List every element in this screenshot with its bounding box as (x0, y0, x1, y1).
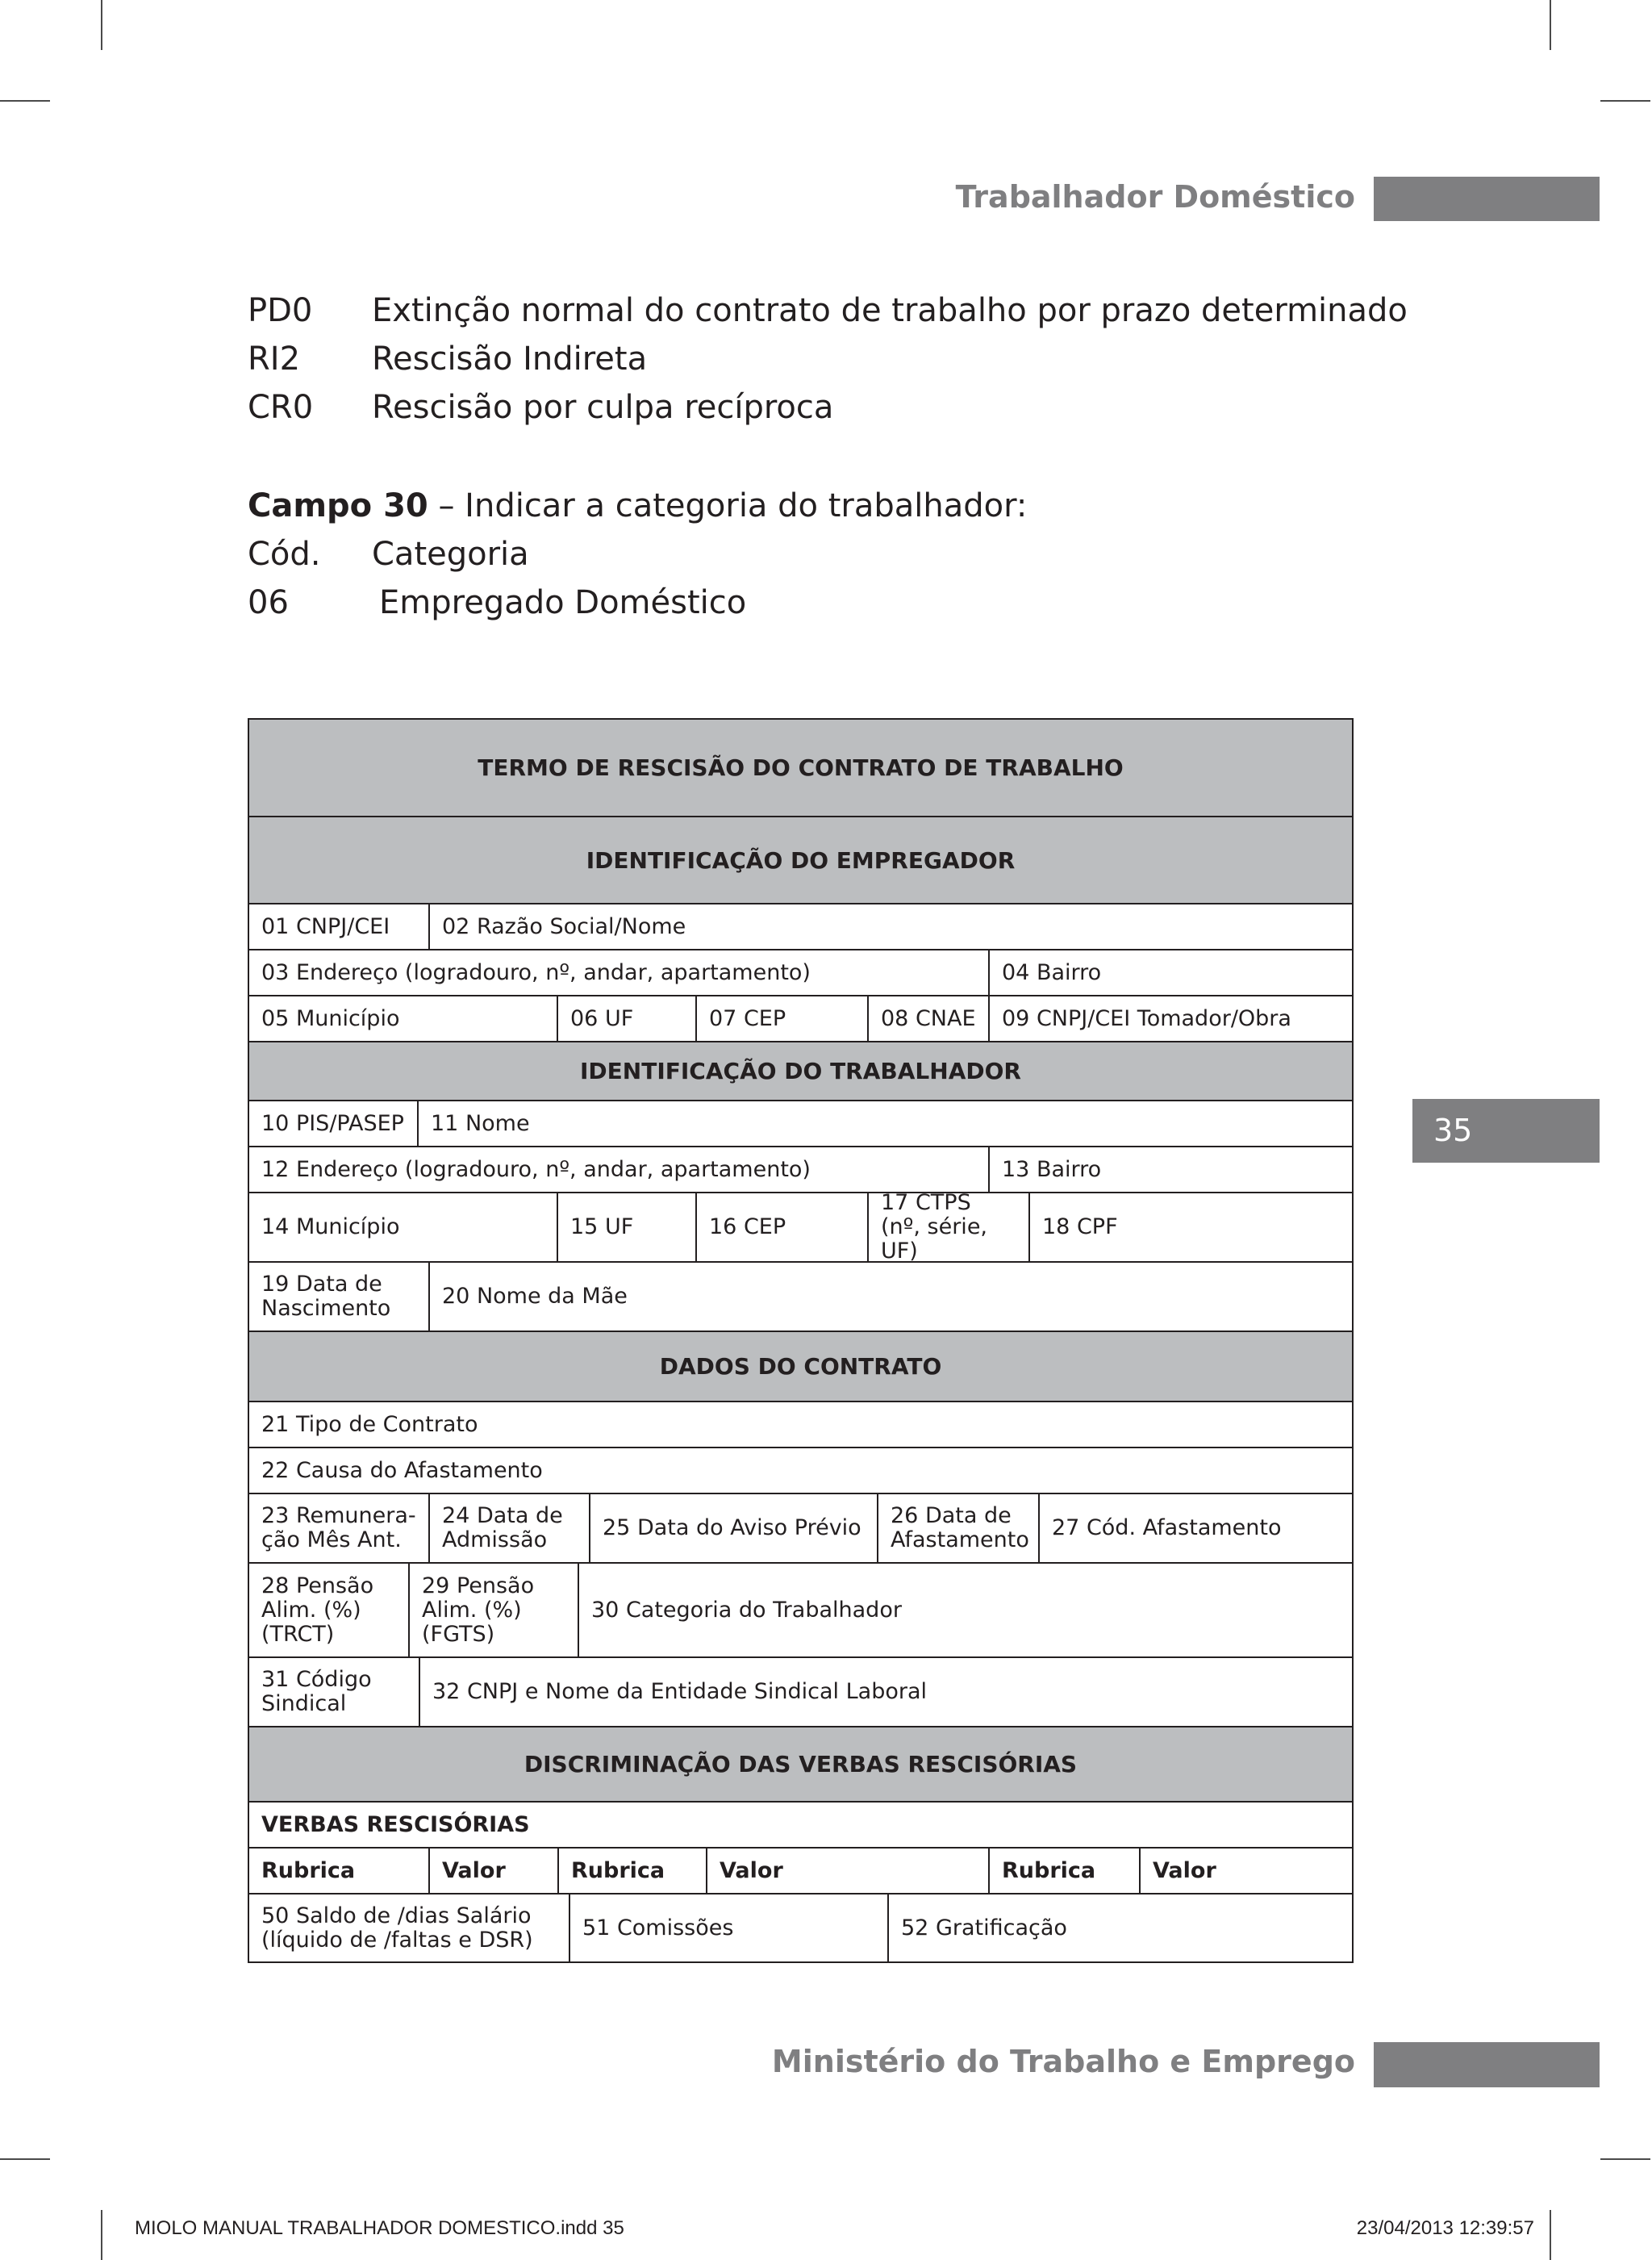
crop-mark (1550, 2210, 1551, 2260)
field-09: 09 CNPJ/CEI Tomador/Obra (988, 996, 1352, 1041)
running-header-bar (1374, 177, 1600, 221)
field-17: 17 CTPS (nº, série, UF) (867, 1193, 1028, 1261)
code-list (248, 286, 1408, 432)
form-row (249, 1261, 1352, 1331)
field-03: 03 Endereço (logradouro, nº, andar, apartamento) (261, 959, 811, 985)
field-18: 18 CPF (1028, 1193, 1352, 1261)
field-50: 50 Saldo de /dias Salário (líquido de /faltas e DSR) (261, 1903, 533, 1953)
form-row (249, 1146, 1352, 1192)
section-header-trabalhador (249, 1041, 1352, 1100)
section-title: IDENTIFICAÇÃO DO EMPREGADOR (586, 846, 1016, 874)
field-51: 51 Comissões (569, 1894, 887, 1961)
code-description: Extinção normal do contrato de trabalho por prazo determinado (372, 292, 1408, 329)
field-52: 52 Gratificação (887, 1894, 1352, 1961)
page-number-tab: 35 (1412, 1099, 1600, 1163)
rubrica-col: Rubrica (988, 1849, 1139, 1893)
valor-col: Valor (706, 1849, 988, 1893)
section-header-empregador (249, 816, 1352, 903)
trct-form (248, 718, 1354, 1963)
form-row (249, 1847, 1352, 1893)
code-row (248, 383, 1408, 432)
field-30: 30 Categoria do Trabalhador (578, 1564, 1352, 1656)
form-row (249, 1562, 1352, 1656)
running-footer-title: Ministério do Trabalho e Emprego (771, 2044, 1355, 2079)
crop-mark (1550, 0, 1551, 50)
form-row (249, 1447, 1352, 1493)
field-27: 27 Cód. Afastamento (1038, 1494, 1352, 1562)
section-title: IDENTIFICAÇÃO DO TRABALHADOR (580, 1058, 1021, 1084)
category-code: 06 (248, 584, 289, 621)
form-row (249, 1801, 1352, 1847)
form-row (249, 1493, 1352, 1562)
field-23: 23 Remunera-ção Mês Ant. (261, 1503, 416, 1552)
field-07: 07 CEP (695, 996, 867, 1041)
field-14: 14 Município (261, 1214, 400, 1239)
form-row (249, 995, 1352, 1041)
form-row (249, 1401, 1352, 1447)
category-col-code: Cód. (248, 536, 321, 573)
code-description: Rescisão Indireta (372, 340, 648, 378)
crop-mark (1600, 100, 1650, 102)
field-02: 02 Razão Social/Nome (428, 904, 1352, 949)
crop-mark (1600, 2158, 1650, 2160)
slug-filename: MIOLO MANUAL TRABALHADOR DOMESTICO.indd 35 (135, 2217, 624, 2239)
field-24: 24 Data de Admissão (428, 1494, 589, 1562)
field-32: 32 CNPJ e Nome da Entidade Sindical Laboral (419, 1658, 1352, 1726)
field-15: 15 UF (557, 1193, 695, 1261)
rubrica-col: Rubrica (557, 1849, 706, 1893)
field-04: 04 Bairro (988, 950, 1352, 995)
field-11: 11 Nome (417, 1101, 1352, 1146)
running-header-title: Trabalhador Doméstico (955, 179, 1355, 215)
code-row (248, 335, 1408, 383)
form-row (249, 1656, 1352, 1726)
field-16: 16 CEP (695, 1193, 867, 1261)
form-row (249, 903, 1352, 949)
campo-30-heading (248, 482, 1027, 530)
code: CR0 (248, 389, 314, 426)
crop-mark (101, 0, 102, 50)
field-22: 22 Causa do Afastamento (261, 1457, 543, 1483)
field-31: 31 Código Sindical (261, 1667, 372, 1716)
running-footer-bar (1374, 2042, 1600, 2087)
rubrica-col: Rubrica (261, 1857, 356, 1883)
code: RI2 (248, 340, 301, 378)
field-19: 19 Data de Nascimento (261, 1272, 391, 1321)
category-header-row (248, 530, 1027, 579)
form-row (249, 1893, 1352, 1961)
form-title-row (249, 720, 1352, 816)
campo-30-section (248, 482, 1027, 627)
crop-mark (101, 2210, 102, 2260)
valor-col: Valor (428, 1849, 557, 1893)
field-06: 06 UF (557, 996, 695, 1041)
field-12: 12 Endereço (logradouro, nº, andar, apartamento) (261, 1156, 811, 1182)
category-row (248, 579, 1027, 627)
field-10: 10 PIS/PASEP (261, 1110, 404, 1136)
field-01: 01 CNPJ/CEI (261, 913, 390, 939)
field-25: 25 Data do Aviso Prévio (589, 1494, 877, 1562)
field-21: 21 Tipo de Contrato (261, 1411, 478, 1437)
field-28: 28 Pensão Alim. (%) (TRCT) (261, 1573, 374, 1647)
form-row (249, 1100, 1352, 1146)
category-name: Empregado Doméstico (379, 584, 747, 621)
field-29: 29 Pensão Alim. (%) (FGTS) (408, 1564, 578, 1656)
section-title: DADOS DO CONTRATO (659, 1353, 942, 1380)
code-description: Rescisão por culpa recíproca (372, 389, 834, 426)
field-08: 08 CNAE (867, 996, 988, 1041)
field-05: 05 Município (261, 1005, 400, 1031)
section-header-contrato (249, 1331, 1352, 1401)
form-title: TERMO DE RESCISÃO DO CONTRATO DE TRABALHO (478, 754, 1124, 781)
campo-30-label: Campo 30 (248, 487, 428, 524)
valor-col: Valor (1139, 1849, 1352, 1893)
slug-datetime: 23/04/2013 12:39:57 (1356, 2217, 1534, 2239)
verbas-label: VERBAS RESCISÓRIAS (261, 1811, 530, 1837)
field-13: 13 Bairro (988, 1147, 1352, 1192)
code: PD0 (248, 292, 313, 329)
field-20: 20 Nome da Mãe (428, 1263, 1352, 1331)
section-header-verbas (249, 1726, 1352, 1801)
field-26: 26 Data de Afastamento (877, 1494, 1038, 1562)
section-title: DISCRIMINAÇÃO DAS VERBAS RESCISÓRIAS (524, 1751, 1078, 1778)
crop-mark (0, 100, 50, 102)
campo-30-text: – Indicar a categoria do trabalhador: (428, 487, 1028, 524)
code-row (248, 286, 1408, 335)
category-col-name: Categoria (372, 536, 529, 573)
form-row (249, 949, 1352, 995)
form-row (249, 1190, 1352, 1264)
crop-mark (0, 2158, 50, 2160)
